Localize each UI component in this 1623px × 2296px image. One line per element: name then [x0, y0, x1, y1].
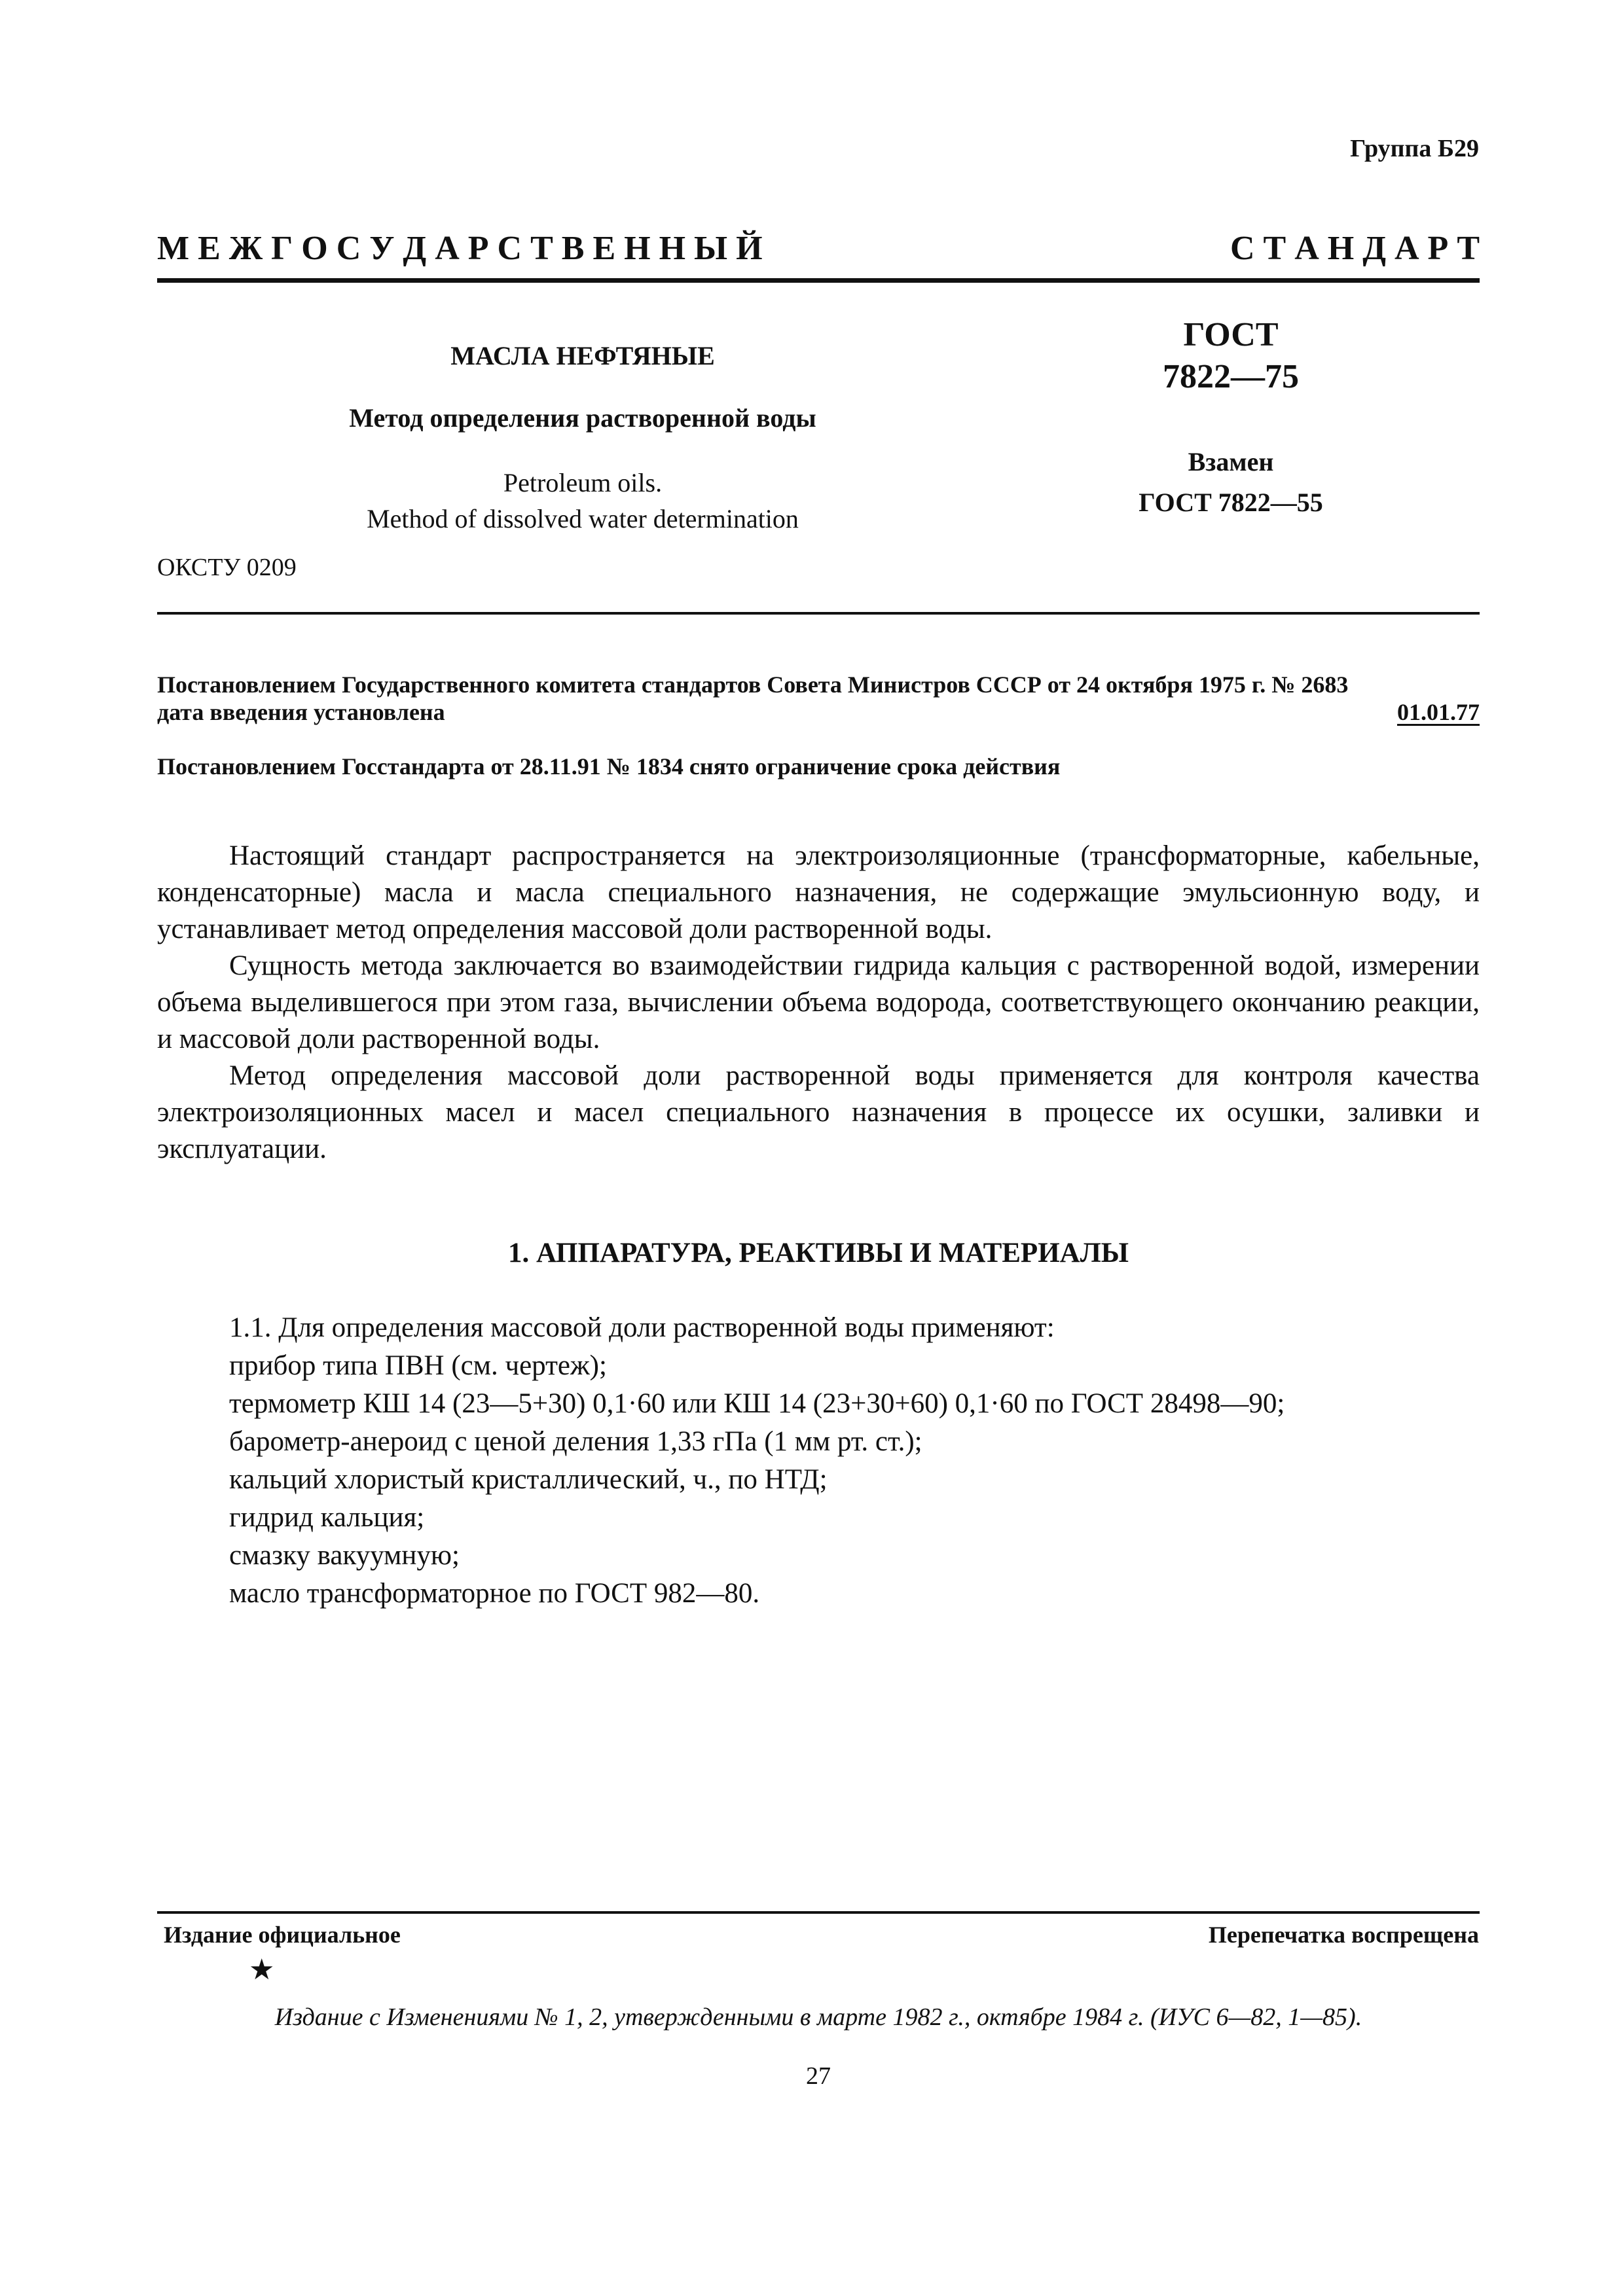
list-item: 1.1. Для определения массовой доли растворенной воды применяют: [229, 1312, 1055, 1343]
document-title: МАСЛА НЕФТЯНЫЕ [450, 341, 715, 370]
adoption-decree [157, 671, 1480, 726]
equipment-list [229, 1309, 1285, 1613]
application-paragraph: Метод определения массовой доли растворенной воды применяется для контроля качества электроизоляционных масел и масел специального назначения в процессе их осушки, заливки и эксплуатации. [157, 1060, 1480, 1164]
footer-rule [157, 1911, 1480, 1914]
page-number: 27 [806, 2062, 831, 2090]
decree-line-2 [157, 698, 1480, 726]
section-heading: 1. АППАРАТУРА, РЕАКТИВЫ И МАТЕРИАЛЫ [508, 1238, 1129, 1268]
decree-line-1: Постановлением Государственного комитета стандартов Совета Министров СССР от 24 октября 1975 г. № 2683 [157, 672, 1349, 698]
effective-date: 01.01.77 [1397, 699, 1480, 725]
english-title [157, 465, 1008, 537]
title-block-rule [157, 612, 1480, 615]
scope-paragraph: Настоящий стандарт распространяется на электроизоляционные (трансформаторные, кабельные, конденсаторные) масла и масла специального назначения, не содержащие эмульсионную воду, и устанавливает метод определения массовой доли растворенной воды. [157, 840, 1480, 944]
list-item: гидрид кальция; [229, 1502, 425, 1533]
standard-type-heading [157, 229, 1480, 268]
reprint-prohibited-label: Перепечатка воспрещена [1208, 1922, 1479, 1948]
star-icon: ★ [249, 1954, 275, 1986]
official-edition-label: Издание официальное [164, 1922, 401, 1948]
validity-decree: Постановлением Госстандарта от 28.11.91 № 1834 снято ограничение срока действия [157, 753, 1061, 780]
okstu-code: ОКСТУ 0209 [157, 554, 297, 581]
edition-note: Издание с Изменениями № 1, 2, утвержденными в марте 1982 г., октябре 1984 г. (ИУС 6—82, 1—85). [274, 2003, 1362, 2031]
heading-word-interstate: М Е Ж Г О С У Д А Р С Т В Е Н Н Ы Й [157, 230, 763, 267]
gost-designation [1061, 314, 1401, 398]
gost-number: 7822—75 [1163, 358, 1299, 395]
list-item: масло трансформаторное по ГОСТ 982—80. [229, 1578, 760, 1609]
list-item: кальций хлористый кристаллический, ч., по НТД; [229, 1464, 828, 1495]
list-item: смазку вакуумную; [229, 1540, 460, 1571]
replaces-label: Взамен [1188, 447, 1274, 476]
effective-date-label: дата введения установлена [157, 699, 445, 725]
list-item: термометр КШ 14 (23—5+30) 0,1·60 или КШ 14 (23+30+60) 0,1·60 по ГОСТ 28498—90; [229, 1388, 1285, 1419]
english-title-line-1: Petroleum oils. [503, 468, 663, 497]
list-item: прибор типа ПВН (см. чертеж); [229, 1350, 607, 1381]
header-rule [157, 278, 1480, 283]
group-code: Группа Б29 [1350, 135, 1479, 162]
gost-label: ГОСТ [1183, 316, 1279, 353]
english-title-line-2: Method of dissolved water determination [367, 504, 799, 533]
method-essence-paragraph: Сущность метода заключается во взаимодействии гидрида кальция с растворенной водой, измерении объема выделившегося при этом газа, вычислении объема водорода, соответствующего окончанию реакции, и массовой доли растворенной воды. [157, 950, 1480, 1054]
document-subtitle: Метод определения растворенной воды [349, 403, 816, 433]
replaces-number: ГОСТ 7822—55 [1139, 488, 1323, 517]
replaces-block [1061, 442, 1401, 523]
list-item: барометр-анероид с ценой деления 1,33 гПа (1 мм рт. ст.); [229, 1426, 922, 1457]
heading-word-standard: С Т А Н Д А Р Т [1230, 230, 1480, 267]
